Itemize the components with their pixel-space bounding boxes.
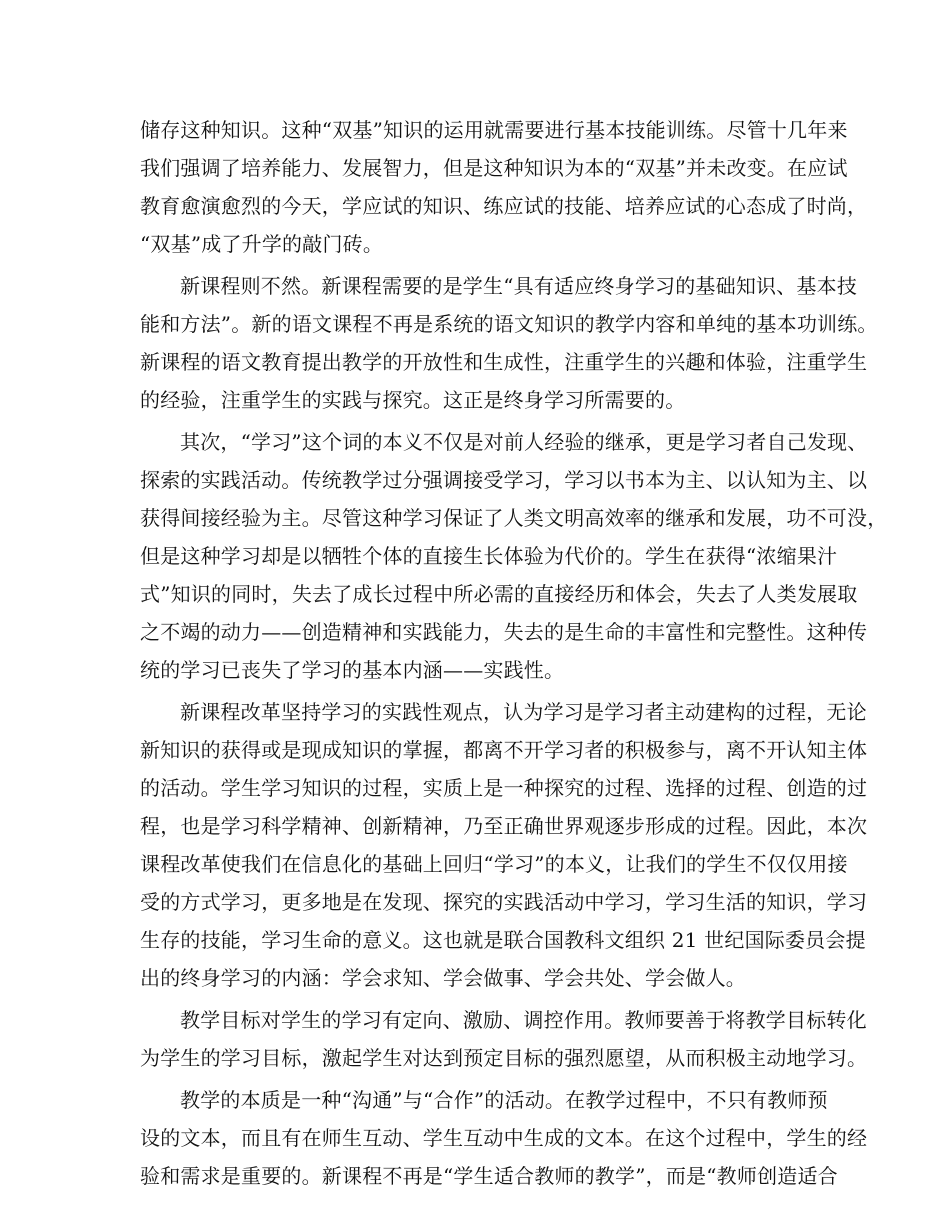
- text-line: 课程改革使我们在信息化的基础上回归“学习”的本义，让我们的学生不仅仅用接: [140, 852, 848, 876]
- text-line: 统的学习已丧失了学习的基本内涵——实践性。: [140, 658, 565, 682]
- text-line: 能和方法”。新的语文课程不再是系统的语文知识的教学内容和单纯的基本功训练。: [140, 312, 878, 336]
- text-line: “双基”成了升学的敲门砖。: [140, 232, 384, 256]
- text-line: 教育愈演愈烈的今天，学应试的知识、练应试的技能、培养应试的心态成了时尚，: [140, 194, 868, 218]
- text-line: 的经验，注重学生的实践与探究。这正是终身学习所需要的。: [140, 388, 686, 412]
- text-line: 之不竭的动力——创造精神和实践能力，失去的是生命的丰富性和完整性。这种传: [140, 620, 868, 644]
- paragraph: [140, 111, 868, 263]
- paragraph: [140, 1001, 868, 1077]
- text-line: 教学的本质是一种“沟通”与“合作”的活动。在教学过程中，不只有教师预: [180, 1088, 828, 1112]
- text-line: 储存这种知识。这种“双基”知识的运用就需要进行基本技能训练。尽管十几年来: [140, 118, 848, 142]
- text-line: 但是这种学习却是以牺牲个体的直接生长体验为代价的。学生在获得“浓缩果汁: [140, 544, 838, 568]
- text-line: 教学目标对学生的学习有定向、激励、调控作用。教师要善于将教学目标转化: [180, 1008, 867, 1032]
- paragraph: [140, 1081, 868, 1195]
- text-line: 其次，“学习”这个词的本义不仅是对前人经验的继承，更是学习者自己发现、: [180, 430, 868, 454]
- text-line: 探索的实践活动。传统教学过分强调接受学习，学习以书本为主、以认知为主、以: [140, 468, 868, 492]
- text-line: 式”知识的同时，失去了成长过程中所必需的直接经历和体会，失去了人类发展取: [140, 582, 858, 606]
- text-line: 验和需求是重要的。新课程不再是“学生适合教师的教学”，而是“教师创造适合: [140, 1164, 838, 1188]
- paragraph: [140, 693, 868, 997]
- text-line: 设的文本，而且有在师生互动、学生互动中生成的文本。在这个过程中，学生的经: [140, 1126, 868, 1150]
- text-line: 的活动。学生学习知识的过程，实质上是一种探究的过程、选择的过程、创造的过: [140, 776, 868, 800]
- text-line: 新课程的语文教育提出教学的开放性和生成性，注重学生的兴趣和体验，注重学生: [140, 350, 868, 374]
- text-line: 新课程则不然。新课程需要的是学生“具有适应终身学习的基础知识、基本技: [180, 274, 858, 298]
- document-body: [140, 111, 888, 1195]
- text-line: 我们强调了培养能力、发展智力，但是这种知识为本的“双基”并未改变。在应试: [140, 156, 848, 180]
- text-line: 受的方式学习，更多地是在发现、探究的实践活动中学习，学习生活的知识，学习: [140, 890, 868, 914]
- paragraph: [140, 267, 878, 419]
- text-line: 出的终身学习的内涵：学会求知、学会做事、学会共处、学会做人。: [140, 966, 746, 990]
- paragraph: [140, 423, 888, 689]
- text-line: 新知识的获得或是现成知识的掌握，都离不开学习者的积极参与，离不开认知主体: [140, 738, 868, 762]
- text-line: 为学生的学习目标，激起学生对达到预定目标的强烈愿望，从而积极主动地学习。: [140, 1046, 868, 1070]
- text-line: 获得间接经验为主。尽管这种学习保证了人类文明高效率的继承和发展，功不可没，: [140, 506, 888, 530]
- text-line: 新课程改革坚持学习的实践性观点，认为学习是学习者主动建构的过程，无论: [180, 700, 867, 724]
- text-line: 生存的技能，学习生命的意义。这也就是联合国教科文组织 21 世纪国际委员会提: [140, 928, 866, 952]
- text-line: 程，也是学习科学精神、创新精神，乃至正确世界观逐步形成的过程。因此，本次: [140, 814, 868, 838]
